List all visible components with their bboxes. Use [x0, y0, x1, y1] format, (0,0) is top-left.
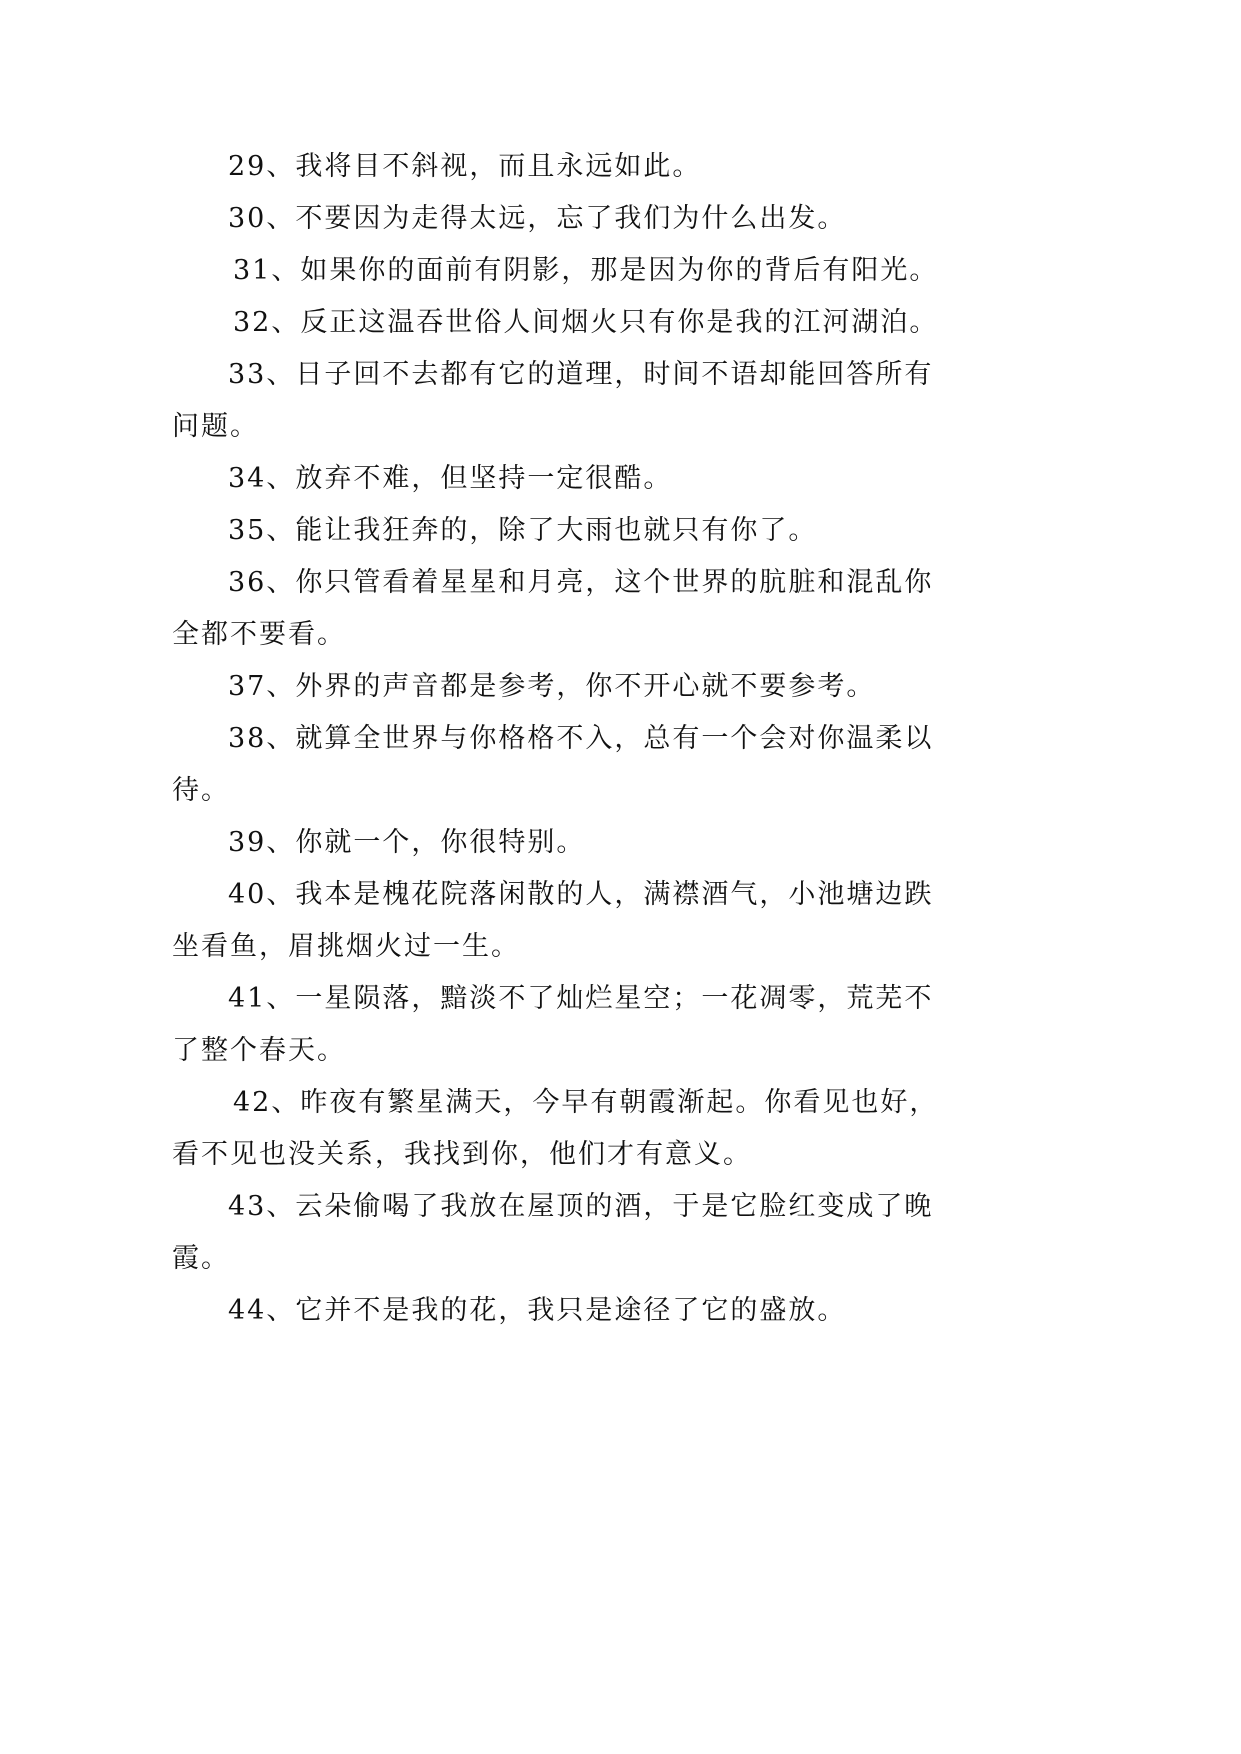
quote-line: 39、你就一个，你很特别。: [228, 827, 586, 858]
quote-line: 31、如果你的面前有阴影，那是因为你的背后有阳光。: [233, 255, 939, 286]
quote-line: 35、能让我狂奔的，除了大雨也就只有你了。: [228, 515, 818, 546]
quote-continuation-line: 了整个春天。: [172, 1035, 346, 1066]
quote-line: 33、日子回不去都有它的道理，时间不语却能回答所有: [228, 359, 934, 390]
quote-line: 41、一星陨落，黯淡不了灿烂星空；一花凋零，荒芜不: [228, 983, 934, 1014]
quote-continuation-line: 坐看鱼，眉挑烟火过一生。: [172, 931, 520, 962]
quote-continuation-line: 问题。: [172, 411, 259, 442]
quote-continuation-line: 全都不要看。: [172, 619, 346, 650]
quote-line: 37、外界的声音都是参考，你不开心就不要参考。: [228, 671, 876, 702]
quote-line: 40、我本是槐花院落闲散的人，满襟酒气，小池塘边跌: [228, 879, 934, 910]
quote-line: 36、你只管看着星星和月亮，这个世界的肮脏和混乱你: [228, 567, 934, 598]
quote-line: 44、它并不是我的花，我只是途径了它的盛放。: [228, 1295, 847, 1326]
quote-line: 34、放弃不难，但坚持一定很酷。: [228, 463, 673, 494]
quote-continuation-line: 待。: [172, 775, 230, 806]
quote-line: 38、就算全世界与你格格不入，总有一个会对你温柔以: [228, 723, 934, 754]
quote-line: 29、我将目不斜视，而且永远如此。: [228, 151, 702, 182]
quote-line: 32、反正这温吞世俗人间烟火只有你是我的江河湖泊。: [233, 307, 939, 338]
quote-continuation-line: 霞。: [172, 1243, 230, 1274]
quote-continuation-line: 看不见也没关系，我找到你，他们才有意义。: [172, 1139, 752, 1170]
quote-line: 30、不要因为走得太远，忘了我们为什么出发。: [228, 203, 847, 234]
quote-line: 43、云朵偷喝了我放在屋顶的酒，于是它脸红变成了晚: [228, 1191, 934, 1222]
quote-line: 42、昨夜有繁星满天，今早有朝霞渐起。你看见也好，: [233, 1087, 939, 1118]
